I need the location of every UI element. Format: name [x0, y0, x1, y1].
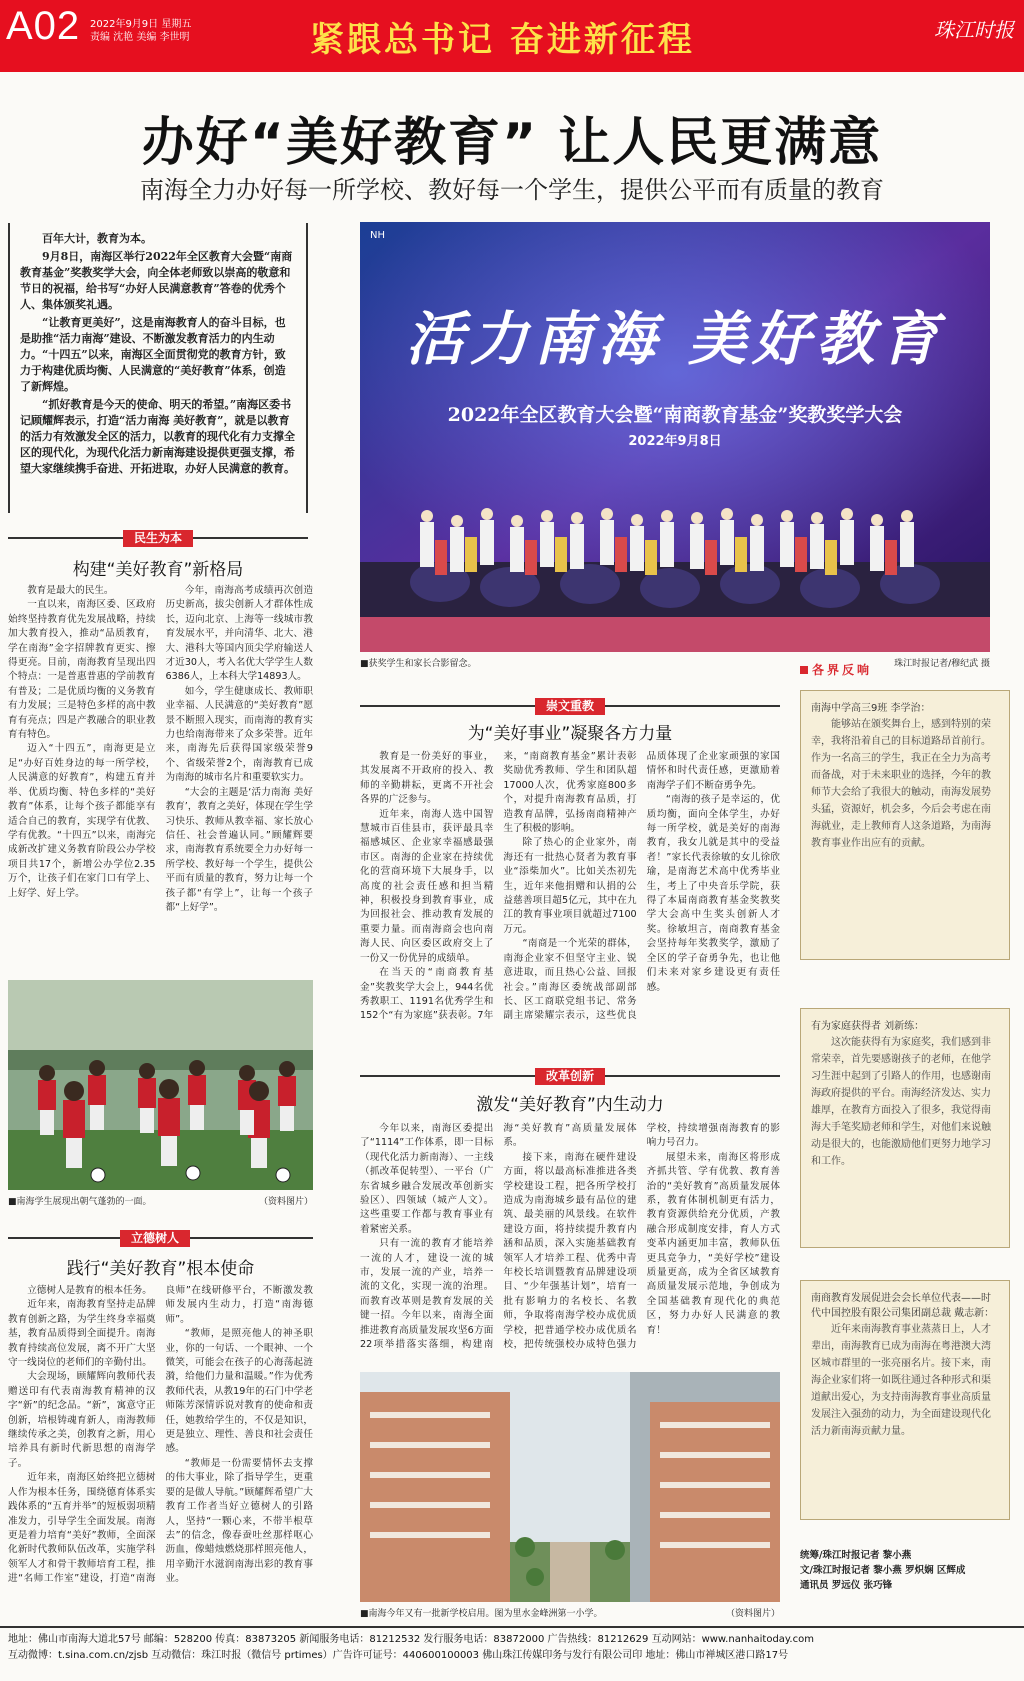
paragraph: “教师，是照亮他人的神圣职业，你的一句话、一个眼神、一个微笑，可能会在孩子的心海荡起涟漪，给他们力量和温暖。”作为优秀教师代表，从教19年的石门中学老师陈芳深情诉说对教育的使命和责任，她教给学生的，不仅是知识，更是独立、理性、善良和社会责任感。 [165, 1328, 313, 1455]
reaction-speaker: 南海中学高三9班 李学治： [811, 703, 931, 714]
section-tag: 改革创新 [535, 1068, 605, 1085]
subheadline: 南海全力办好每一所学校、教好每一个学生，提供公平而有质量的教育 [140, 176, 884, 204]
paragraph: 今年以来，南海区委提出了“1114”工作体系，即一目标（现代化活力新南海）、一主线（抓改革促转型）、一平台（广东省城乡融合发展改革创新实验区）、四领域（城产人文）。这些重要工作都与教育事业有着紧密关系。 [360, 1123, 494, 1235]
school-photo-credit: （资料图片） [725, 1609, 780, 1619]
footer [0, 1626, 1024, 1681]
students-image [8, 980, 313, 1190]
school-photo-caption: ■南海今年又有一批新学校启用。图为里水金峰洲第一小学。 [360, 1609, 603, 1619]
issue-date [90, 18, 191, 44]
reaction-box [800, 1280, 1010, 1520]
byline-line: 通讯员 罗远仪 张巧锋 [800, 1580, 893, 1591]
paragraph: 在当天的“南商教育基金”奖教奖学大会上，944名优秀教职工、1191名优秀学生和152个“有为家庭”获表彰。7年来，“南商教育基金”累计表彰奖励优秀教师、学生和团队超17000人次，优秀家庭800多个，对提升南海教育品质，打造教育品牌，弘扬南商精神产生了积极的影响。 [360, 751, 637, 1022]
intro-para: “抓好教育是今天的使命、明天的希望。”南海区委书记顾耀辉表示，打造“活力南海 美好教育”，就是以教育的活力有效激发全区的活力，以教育的现代化有力支撑全区的现代化，为现代化活力新南海建设提供更强支撑，希望大家继续携手奋进、开拓进取，办好人民满意的教育。 [20, 398, 295, 475]
paragraph: 展望未来，南海区将形成齐抓共管、学有优教、教育善治的“美好教育”高质量发展体系，教育体制机制更有活力，教育资源供给充分优质，产教融合形成制度安排，育人方式变革内涵更加丰富，教师队伍更具竞争力，“美好学校”建设质量更高，成为全省区域教育高质量发展示范地，争创成为全国基础教育现代化的典范区，努力办好人民满意的教育！ [646, 1151, 780, 1336]
section-body [8, 584, 313, 974]
headline: 办好“美好教育” 让人民更满意 [141, 113, 883, 173]
section-title: 为“美好事业”凝聚各方力量 [467, 724, 673, 744]
section-title: 构建“美好教育”新格局 [72, 560, 244, 580]
paragraph: “南商是一个光荣的群体，南海企业家不但坚守主业、锐意进取，而且热心公益、回报社会。”南海区委统战部副部长、区工商联党组书记、常务副主席梁耀宗表示，这些优良品质体现了企业家顽强的家国情怀和时代责任感，更激励着南海学子们不断奋勇争先。 [503, 751, 780, 1022]
paragraph: 近年来，南海教育坚持走品牌教育创新之路，为学生终身幸福奠基，教育品质得到全面提升。南海教育持续高位发展，离不开广大坚守一线岗位的老师们的辛勤付出。 [8, 1299, 156, 1369]
reaction-text: 能够站在颁奖舞台上，感到特别的荣幸，我将沿着自己的目标道路昂首前行。作为一名高三的学生，我正在全力为高考而备战，对于未来职业的选择，今年的教师节大会给了我很大的触动，南海发展势头猛，资源好，机会多，今后会考虑在南海就业，走上教师育人这条道路，为南海教育事业作出应有的贡献。 [811, 719, 991, 849]
school-image [360, 1372, 780, 1602]
paragraph: 大会现场，顾耀辉向教师代表赠送印有代表南海教育精神的汉字“新”的纪念品。“新”，寓意守正创新，培根铸魂育新人，南海教师继续传承之美，创教育之新，用心培养具有新时代新思想的南海学子。 [8, 1371, 156, 1469]
byline [800, 1548, 1015, 1593]
school-photo [360, 1372, 780, 1602]
editors-text: 责编 沈艳 美编 李世明 [90, 32, 190, 43]
footer-line: 地址：佛山市南海大道北57号 邮编：528200 传真：83873205 新闻服务电话：81212532 发行服务电话：83872000 广告热线：81212629 互动网站：www.nanhaitoday.com [8, 1634, 814, 1645]
section-tag: 立德树人 [120, 1230, 190, 1247]
date-text: 2022年9月9日 星期五 [90, 19, 192, 30]
section-body [8, 1284, 313, 1620]
section-tag: 崇文重教 [535, 698, 605, 715]
section-body [360, 750, 780, 1050]
paragraph: “大会的主题是‘活力南海 美好教育’，教育之美好，体现在学生学习快乐、教师从教幸福、家长放心信任、社会普遍认同。”顾耀辉要求，南海教育系统要全力办好每一所学校、教好每一个学生，提供公平而有质量的教育，努力让每一个孩子都“有学上”，让每一个孩子都“上好学”。 [165, 786, 313, 913]
reaction-text: 这次能获得有为家庭奖，我们感到非常荣幸，首先要感谢孩子的老师，在他学习生涯中起到了引路人的作用，也感谢南海政府提供的平台。南海经济发达、实力雄厚，在教育方面投入了很多，我觉得南海大手笔奖励老师和学生，对他们来说触动是很大的，也能激励他们更努力地学习和工作。 [811, 1037, 991, 1167]
paragraph: 教育是一份美好的事业，其发展离不开政府的投入、教师的辛勤耕耘，更离不开社会各界的广泛参与。 [360, 751, 494, 806]
paragraph: 一直以来，南海区委、区政府始终坚持教育优先发展战略，持续加大教育投入，推动“品质教育，学在南海”金字招牌教育更实、擦得更亮。目前，南海教育呈现出四个特点：一是普惠普惠的学前教育有普及；二是优质均衡的义务教育有力发展；三是特色多样的高中教育有亮点；四是产教融合的职业教育有特色。 [8, 599, 156, 741]
reaction-box [800, 690, 1010, 960]
paragraph: 如今，学生健康成长、教师职业幸福、人民满意的“美好教育”愿景不断照入现实，而南海的教育实力也给南海带来了众多荣誉。近年来，南海先后获得国家级荣誉9个、省级荣誉2个，南海教育已成为南海的城市名片和重要软实力。 [165, 685, 313, 784]
slogan: 紧跟总书记 奋进新征程 [310, 20, 695, 60]
square-icon [800, 666, 808, 674]
section-body [360, 1122, 780, 1362]
paper-logo: 珠江时报 [934, 18, 1014, 42]
main-photo-caption: ■获奖学生和家长合影留念。 [360, 659, 477, 669]
paragraph: “教师是一份需要情怀去支撑的伟大事业，除了指导学生，更重要的是做人导航。”顾耀辉希望广大教育工作者当好立德树人的引路人，坚持“一颗心来，不带半根草去”的信念，像春蚕吐丝那样呕心沥血，像蜡烛燃烧那样照亮他人，用辛勤汗水滋润南海出彩的教育事业。 [165, 1457, 313, 1585]
reaction-text: 近年来南海教育事业蒸蒸日上，人才辈出，南海教育已成为南海在粤港澳大湾区城市群里的一张亮丽名片。接下来，南海企业家们将一如既往通过各种形式和渠道献出爱心，为支持南海教育事业高质量发展注入强劲的动力，为全面建设现代化活力新南海贡献力量。 [811, 1324, 991, 1437]
main-photo [360, 222, 990, 652]
students-photo-caption: ■南海学生展现出朝气蓬勃的一面。 [8, 1197, 152, 1207]
main-photo-credit: 珠江时报记者/穆纪武 摄 [894, 659, 990, 669]
reaction-speaker: 有为家庭获得者 刘新练： [811, 1021, 925, 1032]
paragraph: 接下来，南海在硬件建设方面，将以最高标准推进各类学校建设工程，把各所学校打造成为南海城乡最有品位的建筑、最美丽的风景线。在软件建设方面，将持续提升教育内涵和品质，深入实施基础教育领军人才培养工程、优秀中青年校长培训暨教育品牌建设项目、“少年强基计划”，培育一批有影响力的名校长、名教师，争取将南海学校办成优质学校，把普通学校办成优质名校，把传统强校办成特色强力学校，持续增强南海教育的影响力号召力。 [503, 1123, 780, 1351]
paragraph: 教育是最大的民生。 [27, 585, 114, 596]
banner-title: 活力南海 美好教育 [405, 305, 945, 373]
intro-para: “让教育更美好”，这是南海教育人的奋斗目标，也是助推“活力南海”建设、不断激发教育活力的内生动力。“十四五”以来，南海区全面贯彻党的教育方针，致力于构建优质均衡、人民满意的“美好教育”体系，创造了新辉煌。 [20, 316, 286, 393]
paragraph: 近年来，南海区始终把立德树人作为根本任务，围绕德育体系实践体系的“五育并举”的短板弱项精准发力，引导学生全面发展。南海更是着力培育“美好”教师，全面深化新时代教师队伍改革，实施学科领军人才和骨干教师培育工程，推进“名师工作室”建设，打造“南海良师”在线研修平台，不断激发教师发展内生动力，打造“南海德师”。 [8, 1285, 313, 1585]
intro-para: 百年大计，教育为本。 [42, 232, 152, 245]
section-title: 践行“美好教育”根本使命 [66, 1259, 255, 1279]
paragraph: 除了热心的企业家外，南海还有一批热心贤者为教育事业“添柴加火”。比如关杰初先生，近年来他捐赠和认捐的公益慈善项目超5亿元，其中在九江的教育事业项目就超过7100万元。 [503, 837, 637, 935]
banner-date: 2022年9月8日 [628, 434, 722, 449]
paragraph: 只有一流的教育才能培养一流的人才，建设一流的城市，发展一流的产业，培养一流的文化，实现一流的治理。而教育改革则是教育发展的关键一招。今年以来，南海全面推进教育高质量发展攻坚6方面22项举措落实落细，构建南海“美好教育”高质量发展体系。 [360, 1123, 637, 1351]
paragraph: “南海的孩子是幸运的，优质均衡，面向全体学生，办好每一所学校，就是美好的南海教育，我女儿就是其中的受益者！”家长代表徐敏的女儿徐欣瑜，是南海艺术高中优秀毕业生，考上了中央音乐学院，获得了本届南商教育基金奖教奖学大会高中生奖头创新人才奖。徐敏坦言，南商教育基金会坚持每年奖教奖学，激励了全区的学子奋勇争先，也让他们未来对家乡建设更有责任感。 [646, 794, 780, 993]
section-title: 激发“美好教育”内生动力 [476, 1095, 664, 1115]
reactions-header-text: 各界反响 [812, 663, 873, 677]
intro-para: 9月8日，南海区举行2022年全区教育大会暨“南商教育基金”奖教奖学大会，向全体老师致以崇高的敬意和节日的祝福，给书写“办好人民满意教育”答卷的优秀个人、集体颁奖礼遇。 [20, 250, 293, 311]
nanhai-logo: NH [370, 230, 385, 241]
paragraph: 今年，南海高考成绩再次创造历史新高，拔尖创新人才群体性成长，迈向北京、上海等一线城市教育发展水平，并向清华、北大、港大、港科大等国内顶尖学府输送人才近30人，考入名优大学学生人数6386人，上本科大学14893人。 [165, 585, 313, 683]
reaction-speaker: 南商教育发展促进会会长单位代表——时代中国控股有限公司集团副总裁 戴志新： [811, 1293, 995, 1319]
paragraph: 迈入“十四五”，南海更是立足“办好百姓身边的每一所学校，人民满意的好教育”，构建五育并举、优质均衡、特色多样的“美好教育”体系，让每个孩子都能享有适合自己的教育，实现学有优教、学有优教。“十四五”以来，南海完成新改扩建义务教育阶段公办学校项目共17个，新增公办学位2.35万个，让孩子们在家门口有学上、上好学、好上学。 [8, 743, 156, 899]
students-photo-credit: （资料图片） [258, 1197, 313, 1207]
intro-box [8, 223, 308, 513]
reaction-box [800, 1008, 1010, 1248]
byline-line: 统筹/珠江时报记者 黎小燕 [800, 1550, 912, 1561]
paragraph: 近年来，南海人选中国智慧城市百佳县市，获评最具幸福感城区、企业家幸福感最强市区。南海的企业家在持续优化的营商环境下大展身手，以高度的社会责任感和担当精神，积极投身到教育事业，成为回报社会、推动教育发展的重要力量。而南海商会也向南海人民、向区委区政府交上了一份又一份优异的成绩单。 [360, 808, 494, 964]
section-tag: 民生为本 [123, 530, 193, 547]
page-number: A02 [6, 4, 81, 48]
byline-line: 文/珠江时报记者 黎小燕 罗炽娴 区辉成 [800, 1565, 966, 1576]
banner-event: 2022年全区教育大会暨“南商教育基金”奖教奖学大会 [447, 404, 903, 426]
paragraph: 立德树人是教育的根本任务。 [27, 1285, 152, 1296]
students-photo [8, 980, 313, 1190]
footer-line: 互动微博：t.sina.com.cn/zjsb 互动微信：珠江时报（微信号 prtimes）广告许可证号：440600100003 佛山珠江传媒印务与发行有限公司印 地址：佛山市禅城区港口路17号 [8, 1650, 789, 1661]
reactions-header [800, 661, 872, 678]
